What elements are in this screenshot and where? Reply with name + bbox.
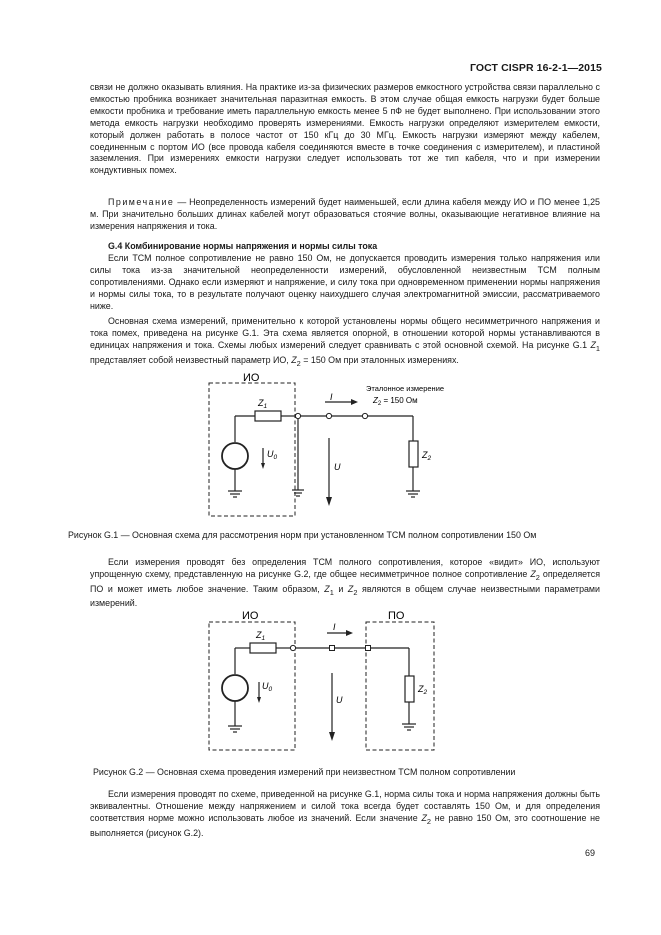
symbol-z2: Z: [530, 568, 536, 579]
page-number: 69: [585, 848, 596, 858]
impedance-z1-resistor: [250, 643, 276, 653]
paragraph-simplified-scheme: [90, 557, 600, 610]
z2-label: $Z_2$: [422, 450, 432, 462]
z1-label: $Z_1$: [258, 398, 268, 410]
paragraph-text: и: [333, 583, 348, 594]
impedance-z1-resistor: [255, 411, 281, 421]
paragraph-basic-scheme: [90, 316, 600, 369]
figure-g2-caption: Рисунок G.2 — Основная схема проведения измерений при неизвестном ТСМ полном сопротивлении: [93, 767, 516, 777]
paragraph-text: представляет собой неизвестный параметр ИО,: [90, 354, 292, 365]
paragraph-text: = 150 Ом при эталонных измерениях.: [300, 354, 459, 365]
eut-label: ИО: [243, 372, 260, 384]
subscript: 2: [426, 816, 432, 826]
note-block: [90, 197, 600, 233]
eut-label: ИО: [242, 610, 259, 622]
current-label: I: [333, 622, 336, 632]
paragraph-equivalence: [90, 789, 600, 839]
paragraph-text: Основная схема измерений, применительно к которой установлены нормы общего несимметричного напряжения и тока помех, приведена на рисунке G.1. Эта схема является опорной, в отношении которой нормы устанавливаются в единицах напряжения и тока. Схемы любых измерений следует сравнивать с этой основной схемой. На рисунке G.1: [90, 316, 600, 350]
ae-label: ПО: [388, 610, 405, 622]
paragraph-text: Если измерения проводят по схеме, приведенной на рисунке G.1, норма силы тока и норма напряжения должны быть эквивалентны. Отношение между напряжением и силой тока всегда будет составлять 150 Ом, и для определения соответствия норме можно использовать любое из значений. Если значение: [90, 789, 600, 823]
paragraph-text: Если измерения проводят без определения ТСМ полного сопротивления, которое «видит» ИО, используют упрощенную схему, представленную на рисунке G.2, где общее несимметричное полное сопротивление: [90, 557, 600, 579]
note-text: — Неопределенность измерений будет наименьшей, если длина кабеля между ИО и ПО менее 1,25 м. При значительно больших длинах кабелей могут образоваться стоячие волны, оказывающие негативное влияние на измерения напряжения и тока.: [90, 197, 600, 231]
figure-g1-diagram: [205, 370, 445, 525]
symbol-z2: Z: [291, 354, 297, 365]
symbol-z2: Z: [347, 583, 354, 594]
paragraph-text: являются в общем случае неизвестными параметрами измерений.: [90, 583, 600, 609]
impedance-z2-resistor: [405, 676, 414, 702]
subscript: 2: [535, 572, 540, 582]
u0-label: $U_0$: [267, 449, 278, 461]
impedance-z2-resistor: [409, 441, 418, 467]
subscript: 2: [296, 358, 301, 368]
voltage-source-u0: [222, 675, 248, 701]
u0-label: $U_0$: [262, 681, 273, 693]
subscript: 1: [329, 587, 334, 597]
z2-value-label: $Z_2 = 150$ Ом: [373, 396, 418, 407]
note-label: Примечание: [108, 197, 175, 207]
document-header: ГОСТ CISPR 16-2-1—2015: [469, 62, 602, 74]
eut-dashed-box: [209, 383, 295, 516]
z2-label: $Z_2$: [418, 684, 428, 696]
symbol-z1: Z: [590, 339, 596, 350]
subscript: 2: [353, 587, 358, 597]
symbol-z2: Z: [421, 812, 427, 823]
paragraph-load-capacitance: [90, 82, 600, 177]
u-label: U: [336, 695, 343, 705]
z1-label: $Z_1$: [256, 630, 266, 642]
figure-g2-diagram: [205, 608, 445, 756]
paragraph-text: связи не должно оказывать влияния. На практике из-за физических размеров емкостного устройства связи параллельно с емкостью пробника возникает значительная паразитная емкость. В этом случае общая емкость нагрузки будет больше емкости пробника и требование иметь параллельную емкость менее 5 пФ не будет выполнено. При использовании этого метода емкость нагрузки необходимо проверять измерениями. Емкость нагрузки определяют измерителем емкости, который должен работать в полосе частот от 150 кГц до 30 МГц. Емкость нагрузки измеряют между кабелем, соединенным с портом ИО (все провода кабеля соединяются вместе в точке соединения с измерителем), и пластиной заземления. При измерениях емкости нагрузки следует использовать тот же тип кабеля, что и при измерении кондуктивных помех.: [90, 82, 600, 176]
symbol-z1: Z: [324, 583, 330, 594]
paragraph-text: не равно 150 Ом, это соотношение не выполняется (рисунок G.2).: [90, 812, 600, 838]
voltage-source-u0: [222, 443, 248, 469]
reference-measurement-label: Эталонное измерение: [366, 384, 445, 393]
section-title: G.4 Комбинирование нормы напряжения и нормы силы тока: [108, 241, 378, 251]
figure-g1-caption: Рисунок G.1 — Основная схема для рассмотрения норм при установленном ТСМ полном сопротивлении 150 Ом: [68, 530, 537, 540]
paragraph-text: определяется ПО и может иметь любое значение. Таким образом,: [90, 568, 600, 594]
paragraph-combination: [90, 253, 600, 313]
ae-dashed-box: [366, 622, 434, 750]
paragraph-text: Если ТСМ полное сопротивление не равно 150 Ом, не допускается проводить измерения только напряжения или силы тока из-за значительной неопределенности измерений, обусловленной неизвестным ТСМ полным сопротивлениями. Однако если измеряют и напряжение, и силу тока при одновременном применении нормы напряжения и нормы силы тока, то в результате получают оценку наихудшего случая электромагнитной эмиссии, рассматриваемого ниже.: [90, 253, 600, 311]
u-label: U: [334, 462, 341, 472]
current-label: I: [330, 392, 333, 402]
subscript: 1: [595, 343, 600, 353]
